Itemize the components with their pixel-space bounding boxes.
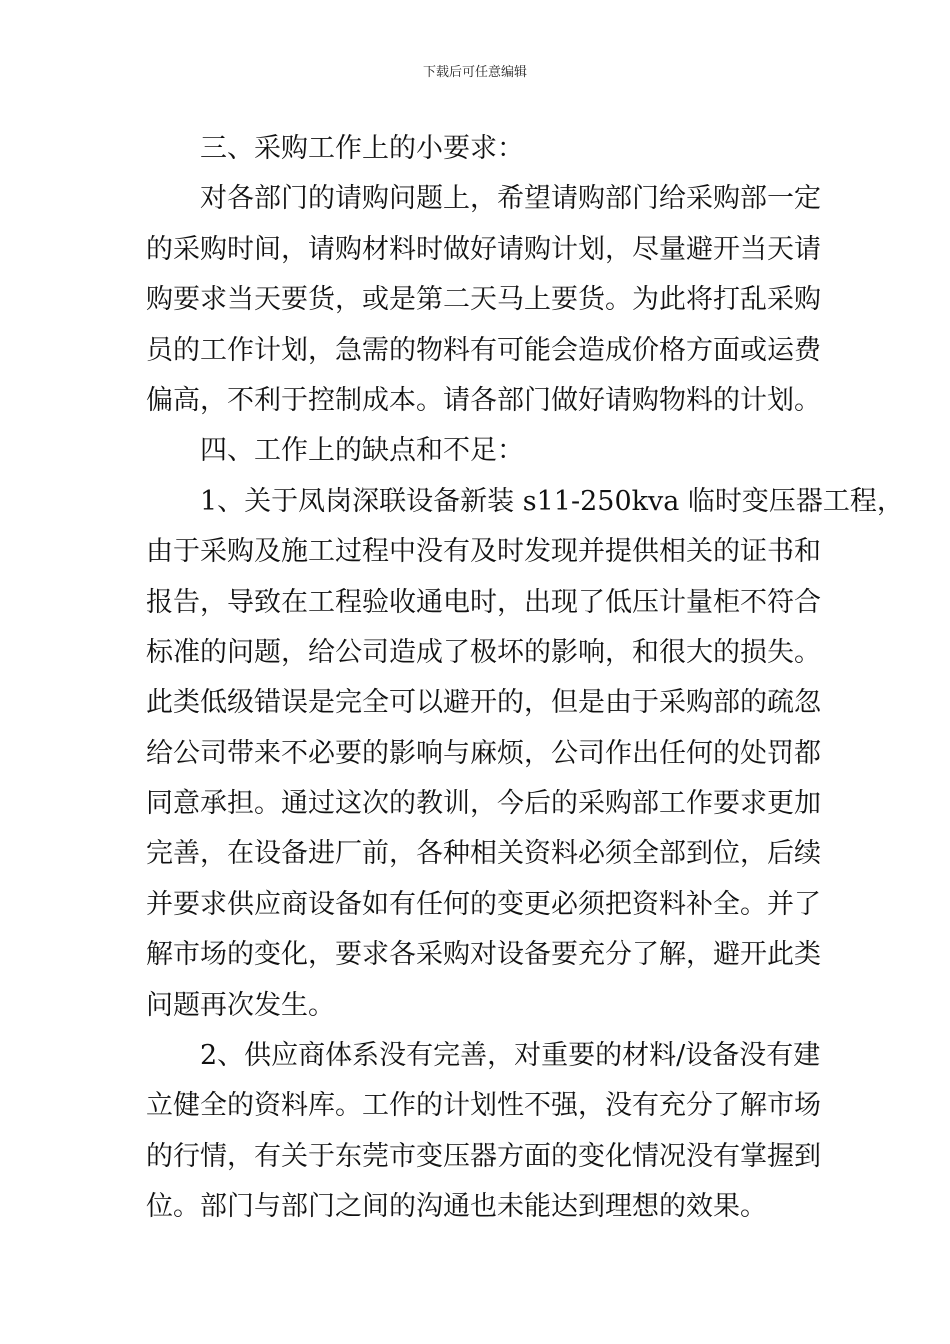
paragraph-line: 的采购时间，请购材料时做好请购计划，尽量避开当天请: [146, 233, 821, 265]
paragraph-line: 此类低级错误是完全可以避开的，但是由于采购部的疏忽: [146, 687, 821, 719]
paragraph-line: 2、供应商体系没有完善，对重要的材料/设备没有建: [200, 1040, 821, 1072]
paragraph-line: 问题再次发生。: [146, 989, 335, 1021]
paragraph-line: 同意承担。通过这次的教训，今后的采购部工作要求更加: [146, 788, 821, 820]
paragraph-line: 位。部门与部门之间的沟通也未能达到理想的效果。: [146, 1191, 767, 1223]
paragraph-line: 并要求供应商设备如有任何的变更必须把资料补全。并了: [146, 888, 821, 920]
paragraph-line: 解市场的变化，要求各采购对设备要充分了解，避开此类: [146, 939, 821, 971]
paragraph-line: 1、关于凤岗深联设备新装 s11-250kva 临时变压器工程，: [200, 485, 904, 517]
paragraph-line: 立健全的资料库。工作的计划性不强，没有充分了解市场: [146, 1090, 821, 1122]
paragraph-line: 的行情，有关于东莞市变压器方面的变化情况没有掌握到: [146, 1140, 821, 1172]
paragraph-line: 报告，导致在工程验收通电时，出现了低压计量柜不符合: [146, 586, 821, 618]
paragraph-line: 完善，在设备进厂前，各种相关资料必须全部到位，后续: [146, 838, 821, 870]
paragraph-line: 标准的问题，给公司造成了极坏的影响，和很大的损失。: [146, 636, 821, 668]
paragraph-line: 偏高，不利于控制成本。请各部门做好请购物料的计划。: [146, 384, 821, 416]
paragraph-line: 给公司带来不必要的影响与麻烦，公司作出任何的处罚都: [146, 737, 821, 769]
document-body: [146, 124, 904, 1233]
section-heading-3: 三、采购工作上的小要求：: [200, 133, 524, 164]
paragraph-line: 由于采购及施工过程中没有及时发现并提供相关的证书和: [146, 536, 821, 568]
paragraph-line: 对各部门的请购问题上，希望请购部门给采购部一定: [200, 183, 821, 215]
paragraph-line: 员的工作计划，急需的物料有可能会造成价格方面或运费: [146, 334, 821, 366]
section-heading-4: 四、工作上的缺点和不足：: [200, 435, 524, 467]
paragraph-line: 购要求当天要货，或是第二天马上要货。为此将打乱采购: [146, 284, 821, 316]
page-header: 下载后可任意编辑: [422, 65, 527, 80]
